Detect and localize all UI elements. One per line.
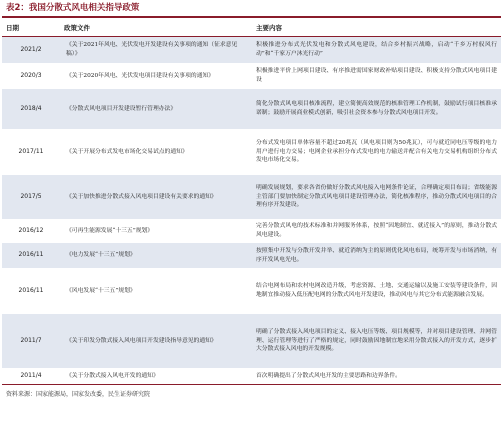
row-content: 积极推进分布式光伏发电和分散式风电建设，结合乡村振兴战略，启动“千乡万村驭风行动”和“千家万户沐光行动” [252, 37, 501, 64]
row-policy: 《分散式风电项目开发建设暂行管理办法》 [60, 89, 252, 129]
row-content: 明确发展规划，要求各省份做好分散式风电接入电网条件论证，合理确定项目布局；省级能源主管部门要加快制定分散式风电项目建设管理办法，简化核准程序，推动分散式风电项目的合理有序开发建设。 [252, 175, 501, 219]
table-row [2, 368, 501, 385]
source-note: 资料来源：国家能源局，国家发改委，民生证券研究院 [6, 391, 151, 398]
row-date: 2017/11 [18, 147, 44, 155]
row-date: 2017/5 [2, 175, 60, 219]
row-policy: 《关于分散式接入风电开发的通知》 [60, 368, 252, 385]
header-policy: 政策文件 [60, 18, 252, 37]
row-date: 2011/4 [2, 368, 60, 385]
row-policy: 《关于开展分布式发电市场化交易试点的通知》 [66, 148, 188, 155]
header-date: 日期 [2, 18, 60, 37]
table-row [2, 268, 501, 314]
table-row [2, 89, 501, 129]
table-row [2, 314, 501, 368]
row-content: 积极推进平价上网项目建设、有序推进需国家财政补贴项目建设、积极支持分散式风电项目建设 [256, 68, 497, 83]
table-row [2, 63, 501, 89]
row-content: 完善分散式风电的技术标准和并网服务体系，按照“因地制宜、就近接入”的原则，推动分散式风电建设。 [256, 223, 497, 238]
table-row [2, 243, 501, 268]
row-policy: 《关于2021年风电、光伏发电开发建设有关事项的通知（征求意见稿）》 [60, 37, 252, 64]
row-date: 2018/4 [2, 89, 60, 129]
row-policy: 《风电发展“十三五”规划》 [66, 287, 136, 294]
row-date: 2016/11 [18, 286, 44, 294]
table-row [2, 219, 501, 243]
row-content: 明确了分散式接入风电项目的定义、接入电压等级、项目规模等，并对项目建设管理、并网管理、运行管理等进行了严格的规定，同时鼓励因地制宜地采用分散式接入的开发方式，逐步扩大分散式接入风电的开发规模。 [252, 314, 501, 368]
row-date: 2020/3 [20, 71, 42, 79]
header-content: 主要内容 [252, 18, 501, 37]
row-content: 按照集中开发与分散开发并举、就近消纳为主的原则优化风电布局，统筹开发与市场消纳，有序开发风电光电。 [252, 243, 501, 268]
table-caption: 表2：我国分散式风电相关指导政策 [6, 3, 140, 13]
table-row [2, 175, 501, 219]
row-date: 2016/12 [18, 226, 44, 234]
row-policy: 《关于加快推进分散式接入风电项目建设有关要求的通知》 [60, 175, 252, 219]
row-content: 分布式发电项目单体容量不超过20兆瓦（风电项目则为50兆瓦），可与就近同电压等级的电力用户进行电力交易；电网企业承担分布式发电的电力输送并配合有关电力交易机构组织分布式发电市场化交易。 [256, 140, 497, 164]
row-date: 2016/11 [2, 243, 60, 268]
row-date: 2021/2 [2, 37, 60, 64]
table-header-row [2, 18, 501, 37]
row-content: 首次明确提出了分散式风电开发的主要思路和边界条件。 [252, 368, 501, 385]
table-row [2, 129, 501, 175]
policy-table [2, 18, 501, 385]
row-content: 简化分散式风电项目核准流程，建立简便高效规范的核准管理工作机制，鼓励试行项目核准承诺制；鼓励开展商业模式创新，吸引社会资本参与分散式风电项目开发。 [252, 89, 501, 129]
row-policy: 《电力发展“十三五”规划》 [60, 243, 252, 268]
row-content: 结合电网布局和农村电网改造升级，考虑资源、土地、交通运输以及施工安装等建设条件，因地制宜推动接入低压配电网的分散式风电开发建设，推动风电与其它分布式能源融合发展。 [256, 283, 497, 298]
policy-table-figure [2, 0, 501, 398]
row-policy: 《可再生能源发展“十三五”规划》 [66, 227, 154, 234]
row-date: 2011/7 [2, 314, 60, 368]
table-row [2, 37, 501, 64]
row-policy: 《关于2020年风电、光伏发电项目建设有关事项的通知》 [66, 72, 215, 79]
row-policy: 《关于印发分散式接入风电项目开发建设指导意见的通知》 [60, 314, 252, 368]
